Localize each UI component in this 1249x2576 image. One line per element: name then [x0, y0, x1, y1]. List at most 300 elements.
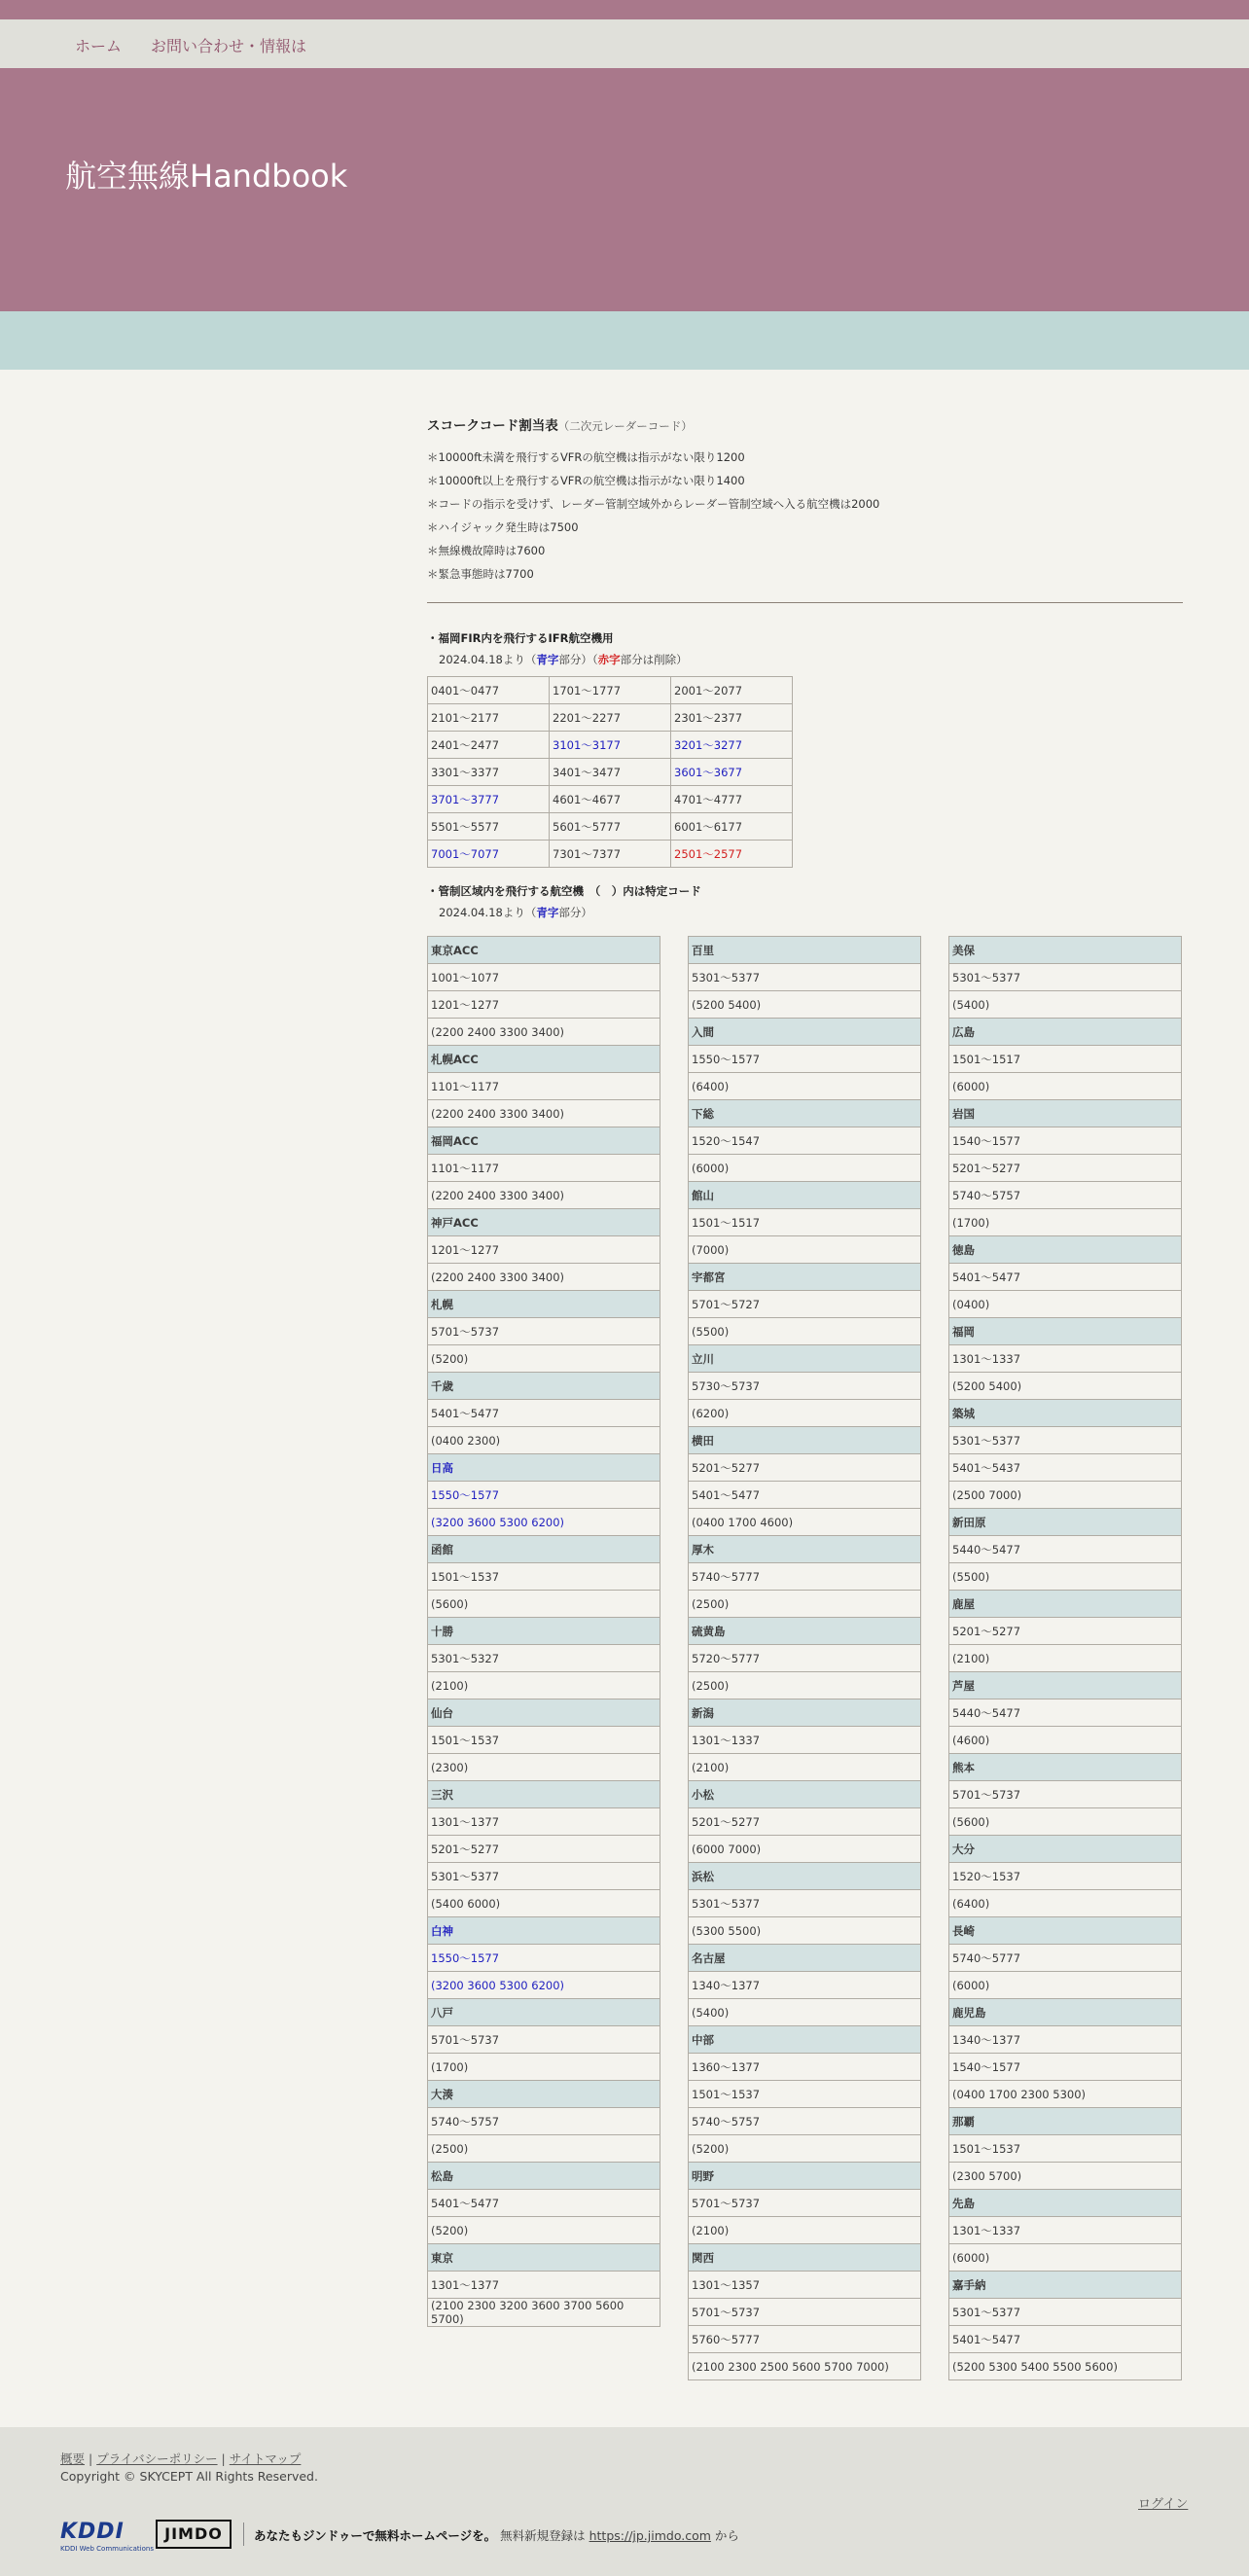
code-cell: 5701〜5737 — [689, 2299, 921, 2326]
rule-item: ＊10000ft未満を飛行するVFRの航空機は指示がない限り1200 — [427, 450, 745, 464]
code-cell: (5200) — [428, 1345, 660, 1373]
jimdo-promo — [254, 2526, 739, 2544]
code-cell: (6400) — [689, 1073, 921, 1100]
ctrl-row — [428, 1209, 660, 1236]
footer-links — [60, 2450, 301, 2467]
ctrl-row — [428, 1046, 660, 1073]
code-cell: (5200 5400) — [689, 991, 921, 1019]
code-cell: 5701〜5737 — [428, 2026, 660, 2054]
code-cell: (5300 5500) — [689, 1917, 921, 1945]
ctrl-row — [689, 1291, 921, 1318]
ctrl-row — [949, 1345, 1182, 1373]
ctrl-row — [949, 1155, 1182, 1182]
code-cell: 1301〜1337 — [949, 2217, 1182, 2244]
ctrl-row — [949, 1100, 1182, 1127]
ctrl-table — [688, 936, 921, 2380]
ctrl-row — [949, 2217, 1182, 2244]
ctrl-row — [428, 1318, 660, 1345]
code-cell: 5301〜5327 — [428, 1645, 660, 1672]
ctrl-row — [428, 2081, 660, 2108]
ctrl-row — [428, 1100, 660, 1127]
facility-header: 館山 — [689, 1182, 921, 1209]
facility-header: 八戸 — [428, 1999, 660, 2026]
ctrl-row — [689, 1672, 921, 1699]
code-cell: 5301〜5377 — [428, 1863, 660, 1890]
code-cell: (2200 2400 3300 3400) — [428, 1264, 660, 1291]
code-cell: 5301〜5377 — [949, 2299, 1182, 2326]
code-cell: 5740〜5757 — [689, 2108, 921, 2135]
code-cell: 5201〜5277 — [949, 1618, 1182, 1645]
facility-header: 美保 — [949, 937, 1182, 964]
code-cell: 1550〜1577 — [428, 1482, 660, 1509]
code-cell: (3200 3600 5300 6200) — [428, 1509, 660, 1536]
ctrl-row — [689, 1618, 921, 1645]
ctrl-row — [689, 2272, 921, 2299]
code-cell: (5600) — [428, 1591, 660, 1618]
footer-sep: | — [217, 2451, 230, 2466]
ctrl-row — [689, 1155, 921, 1182]
ctrl-row — [428, 2272, 660, 2299]
code-cell: 1520〜1537 — [949, 1863, 1182, 1890]
fir-code-cell: 3101〜3177 — [550, 732, 671, 759]
code-cell: (2200 2400 3300 3400) — [428, 1100, 660, 1127]
ctrl-row — [428, 937, 660, 964]
ctrl-row — [949, 1754, 1182, 1781]
code-cell: 5401〜5477 — [949, 2326, 1182, 2353]
fir-code-cell: 2201〜2277 — [550, 704, 671, 732]
ctrl-row — [428, 1400, 660, 1427]
ctrl-row — [428, 1291, 660, 1318]
facility-header: 福岡 — [949, 1318, 1182, 1345]
ctrl-row — [949, 964, 1182, 991]
code-cell: (0400) — [949, 1291, 1182, 1318]
ctrl-row — [949, 1999, 1182, 2026]
fir-section — [427, 627, 793, 868]
ctrl-row — [949, 1482, 1182, 1509]
code-cell: 5401〜5477 — [428, 1400, 660, 1427]
ctrl-row — [949, 1863, 1182, 1890]
ctrl-row — [689, 2026, 921, 2054]
top-nav — [0, 19, 1249, 68]
code-cell: 1301〜1377 — [428, 1808, 660, 1836]
ctrl-row — [949, 1291, 1182, 1318]
code-cell: 5701〜5737 — [428, 1318, 660, 1345]
facility-header: 長崎 — [949, 1917, 1182, 1945]
code-cell: 5401〜5437 — [949, 1454, 1182, 1482]
ctrl-row — [428, 1999, 660, 2026]
code-cell: 1201〜1277 — [428, 991, 660, 1019]
footer-link-sitemap[interactable]: サイトマップ — [229, 2451, 302, 2466]
code-cell: 5201〜5277 — [949, 1155, 1182, 1182]
code-cell: 5740〜5777 — [949, 1945, 1182, 1972]
facility-header: 徳島 — [949, 1236, 1182, 1264]
facility-header: 鹿児島 — [949, 1999, 1182, 2026]
ctrl-row — [689, 2244, 921, 2272]
ctrl-row — [949, 1591, 1182, 1618]
facility-header: 三沢 — [428, 1781, 660, 1808]
ctrl-row — [428, 2026, 660, 2054]
ctrl-column-3 — [948, 936, 1182, 2380]
ctrl-row — [949, 1672, 1182, 1699]
ctrl-row — [689, 1536, 921, 1563]
facility-header: 十勝 — [428, 1618, 660, 1645]
brand-divider — [243, 2522, 244, 2546]
facility-header: 芦屋 — [949, 1672, 1182, 1699]
ctrl-row — [949, 1645, 1182, 1672]
fir-code-cell: 4701〜4777 — [671, 786, 793, 813]
ctrl-row — [689, 1781, 921, 1808]
ctrl-row — [428, 2190, 660, 2217]
ctrl-row — [689, 1999, 921, 2026]
fir-code-cell: 2501〜2577 — [671, 841, 793, 868]
ctrl-row — [428, 1890, 660, 1917]
facility-header: 浜松 — [689, 1863, 921, 1890]
ctrl-row — [949, 1373, 1182, 1400]
code-cell: 5740〜5777 — [689, 1563, 921, 1591]
promo-mid: 無料新規登録は — [496, 2528, 589, 2543]
ctrl-row — [428, 1509, 660, 1536]
promo-bold: あなたもジンドゥーで無料ホームページを。 — [254, 2528, 497, 2543]
facility-header: 神戸ACC — [428, 1209, 660, 1236]
code-cell: 1501〜1537 — [428, 1563, 660, 1591]
code-cell: 1550〜1577 — [428, 1945, 660, 1972]
ctrl-row — [949, 1236, 1182, 1264]
ctrl-row — [949, 1209, 1182, 1236]
code-cell: (0400 1700 4600) — [689, 1509, 921, 1536]
ctrl-row — [689, 2081, 921, 2108]
fir-row — [428, 759, 793, 786]
code-cell: (7000) — [689, 1236, 921, 1264]
ctrl-row — [428, 2054, 660, 2081]
fir-code-cell: 0401〜0477 — [428, 677, 550, 704]
ctrl-row — [428, 1972, 660, 1999]
heading-sub: （二次元レーダーコード） — [557, 419, 693, 433]
code-cell: (5400) — [689, 1999, 921, 2026]
header-banner — [0, 68, 1249, 311]
code-cell: 1550〜1577 — [689, 1046, 921, 1073]
code-cell: 1101〜1177 — [428, 1073, 660, 1100]
ctrl-row — [428, 1563, 660, 1591]
ctrl-row — [689, 1454, 921, 1482]
ctrl-table — [427, 936, 660, 2327]
ctrl-row — [689, 1427, 921, 1454]
ctrl-row — [689, 2163, 921, 2190]
ctrl-row — [689, 2108, 921, 2135]
code-cell: (2500) — [689, 1591, 921, 1618]
ctrl-row — [428, 2244, 660, 2272]
ctrl-row — [689, 1727, 921, 1754]
ctrl-row — [689, 991, 921, 1019]
code-cell: (2100) — [689, 1754, 921, 1781]
code-cell: 5301〜5377 — [949, 1427, 1182, 1454]
ctrl-row — [949, 2054, 1182, 2081]
ctrl-row — [949, 1427, 1182, 1454]
facility-header: 千歳 — [428, 1373, 660, 1400]
ctrl-row — [428, 1019, 660, 1046]
ctrl-row — [428, 1754, 660, 1781]
ctrl-row — [949, 1264, 1182, 1291]
code-cell: 1301〜1357 — [689, 2272, 921, 2299]
rule-item: ＊ハイジャック発生時は7500 — [427, 520, 579, 534]
ctrl-row — [428, 1264, 660, 1291]
ctrl-note-prefix: 2024.04.18より（ — [439, 906, 537, 919]
ctrl-row — [428, 1945, 660, 1972]
code-cell: (2100) — [949, 1645, 1182, 1672]
ctrl-section — [427, 880, 1183, 2374]
fir-code-cell: 2401〜2477 — [428, 732, 550, 759]
fir-code-cell: 3401〜3477 — [550, 759, 671, 786]
ctrl-row — [428, 1127, 660, 1155]
code-cell: 5201〜5277 — [689, 1454, 921, 1482]
code-cell: (0400 2300) — [428, 1427, 660, 1454]
ctrl-row — [428, 1345, 660, 1373]
facility-header: 那覇 — [949, 2108, 1182, 2135]
code-cell: (2100) — [428, 1672, 660, 1699]
ctrl-row — [949, 2244, 1182, 2272]
facility-header: 厚木 — [689, 1536, 921, 1563]
code-cell: (2500) — [689, 1672, 921, 1699]
facility-header: 新潟 — [689, 1699, 921, 1727]
kddi-logo-sub: KDDI Web Communications — [60, 2545, 154, 2553]
code-cell: (6000 7000) — [689, 1836, 921, 1863]
ctrl-column-2 — [688, 936, 921, 2380]
ctrl-row — [949, 1318, 1182, 1345]
ctrl-row — [428, 1645, 660, 1672]
code-cell: 1501〜1537 — [689, 2081, 921, 2108]
facility-header: 関西 — [689, 2244, 921, 2272]
ctrl-row — [689, 2054, 921, 2081]
divider — [427, 602, 1183, 603]
ctrl-row — [428, 1427, 660, 1454]
code-cell: (5600) — [949, 1808, 1182, 1836]
jimdo-logo[interactable]: JIMDO — [156, 2520, 232, 2549]
nav-home[interactable]: ホーム — [75, 37, 123, 55]
code-cell: 1340〜1377 — [689, 1972, 921, 1999]
ctrl-row — [428, 1073, 660, 1100]
kddi-logo[interactable]: KDDI — [60, 2520, 125, 2544]
code-cell: (6000) — [689, 1155, 921, 1182]
code-cell: 1301〜1337 — [689, 1727, 921, 1754]
ctrl-row — [949, 2190, 1182, 2217]
fir-title: ・福岡FIR内を飛行するIFR航空機用 — [427, 631, 614, 645]
fir-row — [428, 786, 793, 813]
facility-header: 築城 — [949, 1400, 1182, 1427]
fir-row — [428, 732, 793, 759]
facility-header: 明野 — [689, 2163, 921, 2190]
ctrl-row — [689, 1972, 921, 1999]
ctrl-row — [949, 1127, 1182, 1155]
ctrl-row — [689, 1917, 921, 1945]
fir-note — [427, 649, 793, 670]
facility-header: 宇都宮 — [689, 1264, 921, 1291]
ctrl-row — [689, 1073, 921, 1100]
code-cell: (2200 2400 3300 3400) — [428, 1182, 660, 1209]
ctrl-note-blue: 青字 — [536, 906, 559, 919]
code-cell: 5701〜5727 — [689, 1291, 921, 1318]
rule-item: ＊10000ft以上を飛行するVFRの航空機は指示がない限り1400 — [427, 474, 745, 487]
ctrl-row — [689, 1863, 921, 1890]
facility-header: 日高 — [428, 1454, 660, 1482]
ctrl-row — [428, 1482, 660, 1509]
login-link[interactable]: ログイン — [1138, 2497, 1189, 2512]
ctrl-title: ・管制区域内を飛行する航空機 （ ）内は特定コード — [427, 884, 701, 898]
ctrl-row — [428, 1808, 660, 1836]
main-content — [427, 416, 1183, 2374]
fir-code-cell: 4601〜4677 — [550, 786, 671, 813]
fir-row — [428, 813, 793, 841]
promo-link[interactable]: https://jp.jimdo.com — [589, 2528, 711, 2543]
ctrl-row — [689, 937, 921, 964]
code-cell: 1340〜1377 — [949, 2026, 1182, 2054]
facility-header: 入間 — [689, 1019, 921, 1046]
ctrl-row — [949, 1699, 1182, 1727]
ctrl-row — [428, 1182, 660, 1209]
code-cell: (6000) — [949, 1073, 1182, 1100]
ctrl-row — [428, 2299, 660, 2327]
ctrl-row — [949, 1400, 1182, 1427]
ctrl-note — [427, 902, 1183, 923]
ctrl-row — [949, 2272, 1182, 2299]
fir-code-cell: 3701〜3777 — [428, 786, 550, 813]
code-cell: (5200) — [428, 2217, 660, 2244]
facility-header: 大分 — [949, 1836, 1182, 1863]
code-cell: 1101〜1177 — [428, 1155, 660, 1182]
site-title[interactable]: 航空無線Handbook — [65, 158, 348, 195]
footer-link-about[interactable]: 概要 — [60, 2451, 86, 2466]
ctrl-row — [428, 1863, 660, 1890]
ctrl-row — [689, 2135, 921, 2163]
fir-code-cell: 3601〜3677 — [671, 759, 793, 786]
code-cell: (2300 5700) — [949, 2163, 1182, 2190]
ctrl-row — [949, 1917, 1182, 1945]
ctrl-row — [949, 1727, 1182, 1754]
nav-contact[interactable]: お問い合わせ・情報は — [151, 37, 307, 55]
code-cell: 1540〜1577 — [949, 2054, 1182, 2081]
ctrl-row — [689, 1836, 921, 1863]
code-cell: (0400 1700 2300 5300) — [949, 2081, 1182, 2108]
code-cell: 1501〜1517 — [689, 1209, 921, 1236]
code-cell: (5200) — [689, 2135, 921, 2163]
ctrl-note-suffix: 部分） — [558, 906, 592, 919]
facility-header: 硫黄島 — [689, 1618, 921, 1645]
code-cell: (2500) — [428, 2135, 660, 2163]
code-cell: 5301〜5377 — [689, 964, 921, 991]
code-cell: 5440〜5477 — [949, 1699, 1182, 1727]
ctrl-row — [689, 1400, 921, 1427]
facility-header: 広島 — [949, 1019, 1182, 1046]
footer-brand — [60, 2520, 1033, 2555]
code-cell: (2500 7000) — [949, 1482, 1182, 1509]
code-cell: 5730〜5737 — [689, 1373, 921, 1400]
facility-header: 小松 — [689, 1781, 921, 1808]
ctrl-row — [949, 1945, 1182, 1972]
code-cell: 5740〜5757 — [428, 2108, 660, 2135]
code-cell: 5301〜5377 — [689, 1890, 921, 1917]
facility-header: 先島 — [949, 2190, 1182, 2217]
ctrl-row — [689, 2190, 921, 2217]
ctrl-row — [949, 1073, 1182, 1100]
ctrl-row — [689, 2326, 921, 2353]
code-cell: 5720〜5777 — [689, 1645, 921, 1672]
code-cell: 5201〜5277 — [689, 1808, 921, 1836]
ctrl-row — [428, 1373, 660, 1400]
facility-header: 横田 — [689, 1427, 921, 1454]
fir-code-cell: 3301〜3377 — [428, 759, 550, 786]
ctrl-row — [428, 991, 660, 1019]
ctrl-row — [428, 2108, 660, 2135]
code-cell: (5200 5400) — [949, 1373, 1182, 1400]
fir-note-blue: 青字 — [536, 653, 559, 666]
ctrl-row — [689, 1754, 921, 1781]
ctrl-row — [949, 1046, 1182, 1073]
promo-end: から — [710, 2528, 739, 2543]
code-cell: (3200 3600 5300 6200) — [428, 1972, 660, 1999]
fir-code-cell: 2301〜2377 — [671, 704, 793, 732]
ctrl-row — [428, 2135, 660, 2163]
code-cell: (2100) — [689, 2217, 921, 2244]
facility-header: 百里 — [689, 937, 921, 964]
header-band — [0, 311, 1249, 370]
code-cell: 1501〜1517 — [949, 1046, 1182, 1073]
ctrl-row — [689, 1345, 921, 1373]
ctrl-row — [949, 1454, 1182, 1482]
ctrl-row — [428, 2163, 660, 2190]
ctrl-row — [689, 2353, 921, 2380]
top-color-strip — [0, 0, 1249, 19]
ctrl-row — [689, 2217, 921, 2244]
ctrl-row — [689, 1046, 921, 1073]
heading-title: スコークコード割当表 — [427, 418, 558, 434]
fir-note-mid: 部分）（ — [558, 653, 598, 666]
ctrl-row — [949, 937, 1182, 964]
code-cell: (5500) — [949, 1563, 1182, 1591]
code-cell: (5400 6000) — [428, 1890, 660, 1917]
ctrl-row — [949, 2353, 1182, 2380]
code-cell: 5401〜5477 — [689, 1482, 921, 1509]
code-cell: (6400) — [949, 1890, 1182, 1917]
facility-header: 東京ACC — [428, 937, 660, 964]
code-cell: 5401〜5477 — [428, 2190, 660, 2217]
ctrl-row — [428, 1618, 660, 1645]
ctrl-row — [949, 1019, 1182, 1046]
ctrl-row — [949, 1563, 1182, 1591]
ctrl-row — [689, 1591, 921, 1618]
footer — [0, 2427, 1249, 2576]
facility-header: 松島 — [428, 2163, 660, 2190]
ctrl-row — [689, 1318, 921, 1345]
code-cell: (2200 2400 3300 3400) — [428, 1019, 660, 1046]
ctrl-row — [689, 1509, 921, 1536]
ctrl-row — [428, 1236, 660, 1264]
ctrl-row — [428, 1155, 660, 1182]
ctrl-row — [689, 1373, 921, 1400]
facility-header: 札幌ACC — [428, 1046, 660, 1073]
code-cell: 1501〜1537 — [428, 1727, 660, 1754]
footer-link-privacy[interactable]: プライバシーポリシー — [96, 2451, 218, 2466]
code-cell: (4600) — [949, 1727, 1182, 1754]
ctrl-row — [428, 1917, 660, 1945]
ctrl-row — [689, 964, 921, 991]
code-cell: 1540〜1577 — [949, 1127, 1182, 1155]
ctrl-row — [689, 1182, 921, 1209]
facility-header: 下総 — [689, 1100, 921, 1127]
rule-item: ＊無線機故障時は7600 — [427, 544, 546, 557]
ctrl-row — [428, 1536, 660, 1563]
fir-code-cell: 2101〜2177 — [428, 704, 550, 732]
fir-row — [428, 704, 793, 732]
ctrl-table — [948, 936, 1182, 2380]
code-cell: 5440〜5477 — [949, 1536, 1182, 1563]
